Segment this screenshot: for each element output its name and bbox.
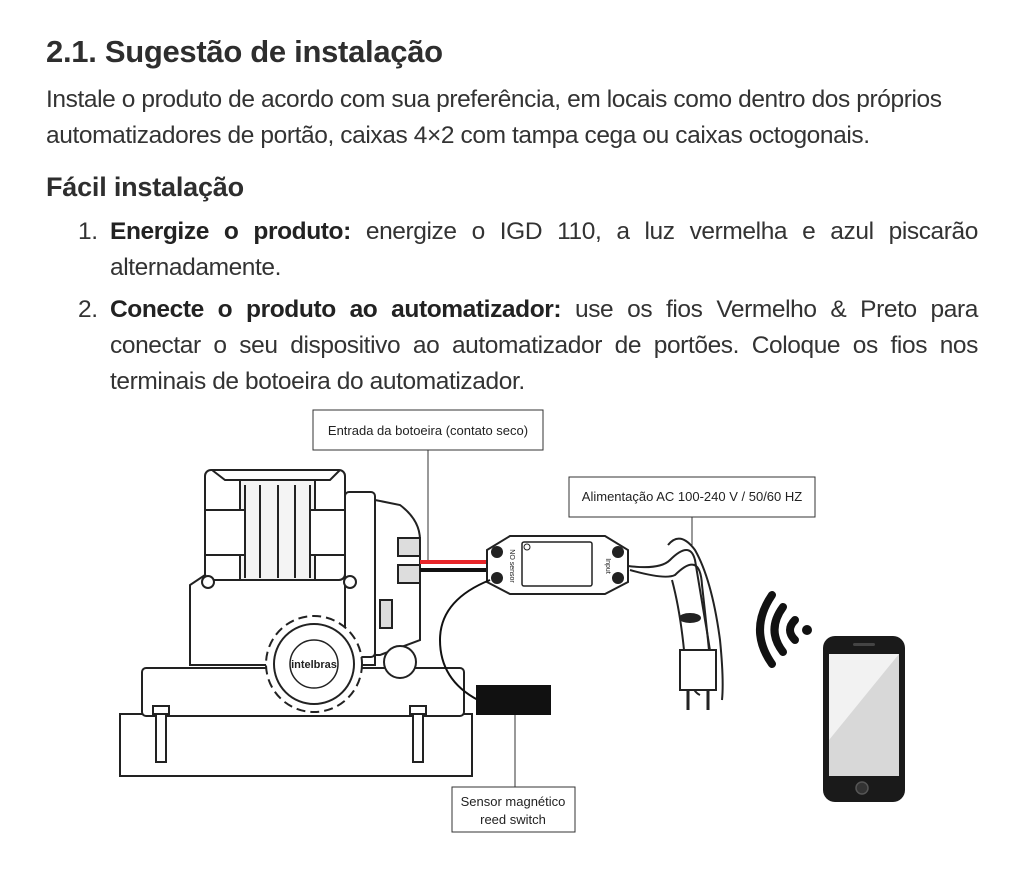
step-description: use os fios Vermelho & Preto para conectar o seu dispositivo ao automatizador de portões. Coloque os fios nos terminais de botoeira do automatizador. bbox=[110, 296, 978, 395]
brand-logo: intelbras bbox=[291, 659, 337, 671]
step-number: 2. bbox=[78, 296, 98, 323]
installation-diagram bbox=[0, 400, 1024, 875]
list-item bbox=[78, 292, 978, 400]
wifi-signal-icon bbox=[760, 595, 812, 664]
input-port-label: Input bbox=[604, 558, 611, 574]
intro-paragraph: Instale o produto de acordo com sua preferência, em locais como dentro dos próprios automatizadores de portão, caixas 4×2 com tampa cega ou caixas octogonais. bbox=[46, 86, 942, 149]
smartphone-icon bbox=[823, 636, 905, 802]
steps-list bbox=[78, 214, 978, 406]
sensor-port-label: NO sensor bbox=[508, 549, 515, 583]
step-text bbox=[110, 292, 978, 400]
callout-label: Alimentação AC 100-240 V / 50/60 HZ bbox=[581, 489, 803, 504]
section-title: 2.1. Sugestão de instalação bbox=[46, 34, 443, 69]
igd-device bbox=[487, 536, 628, 594]
callout-label: reed switch bbox=[480, 812, 546, 827]
subsection-title: Fácil instalação bbox=[46, 172, 244, 202]
gear-icon bbox=[266, 616, 362, 712]
list-item bbox=[78, 214, 978, 286]
callout-power bbox=[569, 477, 815, 545]
step-description: energize o IGD 110, a luz vermelha e azul piscarão alternadamente. bbox=[110, 218, 978, 281]
step-heading: Conecte o produto ao automatizador: bbox=[110, 296, 562, 323]
step-number: 1. bbox=[78, 218, 98, 245]
wires bbox=[420, 562, 488, 570]
callout-label: Sensor magnético bbox=[460, 794, 566, 809]
callout-label: Entrada da botoeira (contato seco) bbox=[327, 423, 529, 438]
step-text bbox=[110, 214, 978, 286]
step-heading: Energize o produto: bbox=[110, 218, 351, 245]
power-cable bbox=[628, 539, 723, 710]
